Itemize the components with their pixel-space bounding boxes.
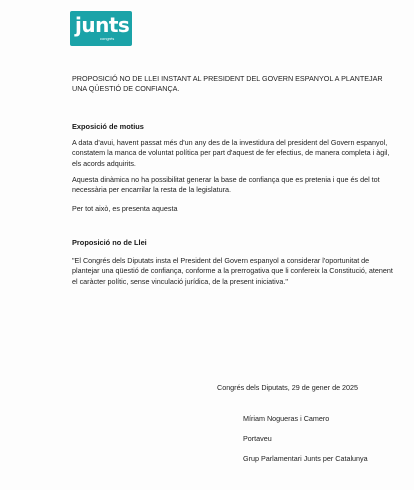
junts-logo bbox=[70, 11, 132, 46]
document-title: PROPOSICIÓ NO DE LLEI INSTANT AL PRESIDENT DEL GOVERN ESPANYOL A PLANTEJAR UNA QÜESTIÓ DE CONFIANÇA. bbox=[72, 74, 383, 94]
signature-group: Grup Parlamentari Junts per Catalunya bbox=[243, 454, 368, 463]
motius-paragraph-1: A data d'avui, havent passat més d'un any des de la investidura del president del Govern espanyol, constatem la manca de voluntat política per part d'aquest de fer efectius, de manera completa i àgil, els acords adquirits. bbox=[72, 138, 390, 168]
motius-paragraph-3: Per tot això, es presenta aquesta bbox=[72, 204, 178, 213]
signature-place-date: Congrés dels Diputats, 29 de gener de 2025 bbox=[217, 383, 359, 392]
proposicio-heading: Proposició no de Llei bbox=[72, 238, 147, 247]
motius-paragraph-2: Aquesta dinàmica no ha possibilitat generar la base de confiança que es pretenia i que és del tot necessària per encarrilar la resta de la legislatura. bbox=[72, 175, 380, 195]
proposicio-text: "El Congrés dels Diputats insta el President del Govern espanyol a considerar l'oportunitat de plantejar una qüestió de confiança, conforme a la prerrogativa que li confereix la Constitució, atenent el caràcter polític, sense vinculació jurídica, de la present iniciativa." bbox=[72, 256, 393, 286]
signature-name: Míriam Nogueras i Camero bbox=[243, 414, 330, 423]
logo-wordmark: junts bbox=[75, 13, 130, 37]
motius-heading: Exposició de motius bbox=[72, 122, 144, 131]
logo-subtitle: congrés bbox=[100, 36, 115, 41]
signature-role: Portaveu bbox=[243, 434, 272, 443]
